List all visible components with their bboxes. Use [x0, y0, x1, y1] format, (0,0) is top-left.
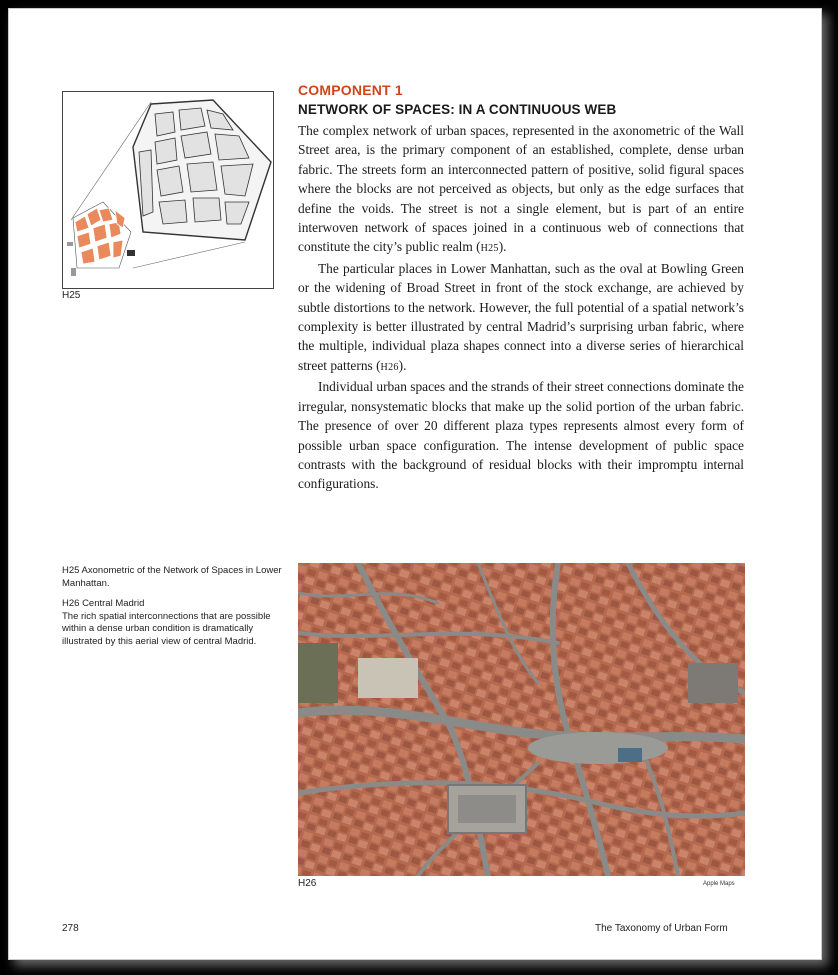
- landmark-marker: [127, 250, 135, 256]
- figure-captions: [62, 565, 282, 656]
- component-title: NETWORK OF SPACES: IN A CONTINUOUS WEB: [298, 102, 617, 117]
- caption-h25: H25 Axonometric of the Network of Spaces in Lower Manhattan.: [62, 565, 282, 589]
- plaza-puerta-del-sol: [528, 732, 668, 764]
- paragraph-2: The particular places in Lower Manhattan, such as the oval at Bowling Green or the widening of Broad Street in front of the stock exchange, are achieved by subtle distortions to the network. However, the full potential of a spatial network’s complexity is better illustrated by central Madrid’s surprising urban fabric, where the multiple, individual plaza shapes connect into a diverse series of hierarchical street patterns (H26).: [298, 260, 744, 373]
- component-number: COMPONENT 1: [298, 82, 403, 98]
- paragraph-3: Individual urban spaces and the strands of their street connections dominate the irregular, nonsystematic blocks that make up the solid portion of the urban fabric. The presence of over 20 different plaza types represents almost every form of possible urban space configuration. The intense development of public space contrasts with the background of residual blocks with their impromptu internal configurations.: [298, 379, 744, 492]
- h25-axonometric-figure: [62, 91, 274, 289]
- aerial-photo-rendering: [298, 563, 745, 876]
- photo-credit: Apple Maps: [703, 881, 735, 887]
- h25-label: H25: [62, 290, 81, 301]
- caption-h26: H26 Central Madrid The rich spatial interconnections that are possible within a dense urban condition is dramatically illustrated by this aerial view of central Madrid.: [62, 598, 271, 647]
- paragraph-1: The complex network of urban spaces, represented in the axonometric of the Wall Street area, is the primary component of an established, complete, dense urban fabric. The streets form an interconnected pattern of positive, solid figural spaces where the blocks are not perceived as objects, but only as the edge surfaces that define the voids. The street is not a single element, but is part of an entire interwoven network of spaces joined in a continuous web of connections that constitute the city’s public realm (H25).: [298, 123, 744, 255]
- enlarged-district: [133, 100, 271, 240]
- book-page: [8, 8, 822, 960]
- site-context-blocks: [67, 202, 135, 276]
- running-footer-title: The Taxonomy of Urban Form: [595, 923, 728, 934]
- garden-area: [298, 643, 338, 703]
- h26-aerial-photo: [298, 563, 745, 876]
- plaza-building: [358, 658, 418, 698]
- leader-line: [133, 242, 245, 268]
- page-number: 278: [62, 923, 79, 934]
- h26-label: H26: [298, 878, 317, 889]
- body-text: [298, 121, 744, 494]
- axonometric-diagram: [63, 92, 273, 288]
